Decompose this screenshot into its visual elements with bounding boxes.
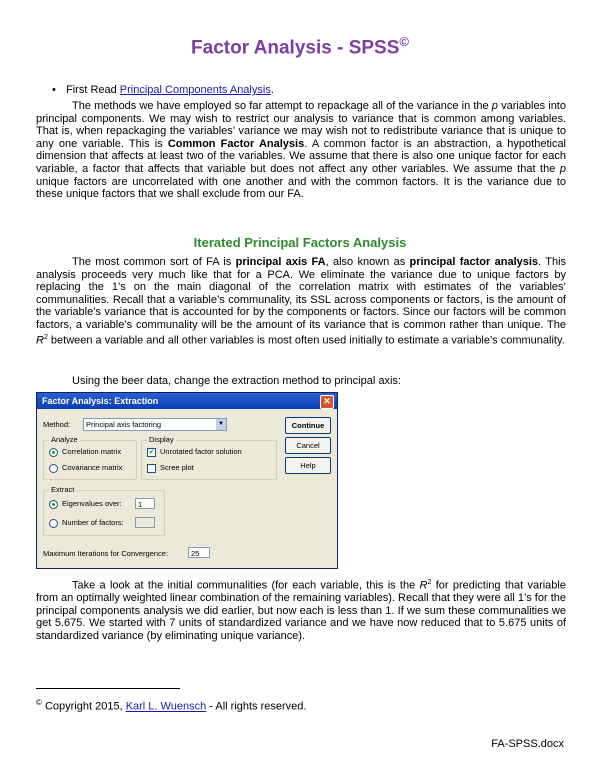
radio-icon[interactable] — [49, 464, 58, 473]
method-select[interactable] — [83, 418, 227, 431]
copyright-mark: © — [399, 34, 409, 49]
bullet-item — [52, 84, 274, 96]
help-button[interactable]: Help — [285, 457, 331, 474]
max-iterations-input[interactable]: 25 — [188, 547, 210, 558]
close-icon[interactable]: ✕ — [320, 395, 334, 409]
radio-icon[interactable] — [49, 519, 58, 528]
footnote-divider — [36, 688, 180, 689]
method-label: Method: — [43, 420, 71, 429]
chevron-down-icon[interactable]: ▼ — [216, 419, 226, 430]
eigenvalues-radio[interactable]: Eigenvalues over: — [49, 499, 122, 509]
checkbox-icon[interactable] — [147, 464, 156, 473]
document-filename: FA-SPSS.docx — [491, 738, 564, 750]
analyze-group — [43, 435, 137, 480]
dialog-titlebar — [37, 393, 337, 409]
display-group — [141, 435, 277, 480]
extraction-dialog — [36, 392, 338, 569]
method-value: Principal axis factoring — [86, 420, 162, 429]
paragraph-principal-axis: The most common sort of FA is principal axis FA, also known as principal factor analysis. This analysis proceeds very much like that for a PCA. We eliminate the variance due to unique factors by replacing the 1’s on the main diagonal of the correlation matrix with estimates of the variables’ communalities. Recall that a variable’s communality, its SSL across components or factors, is the amount of the variable’s variance that is accounted for by the components or factors. Since our factors will be common factors, a variable’s communality will be the amount of its variance that is common rather than unique. The $R^2$ between a variable and all other variables is most often used initially to estimate a variable’s communality. — [36, 256, 567, 347]
covariance-matrix-radio[interactable]: Covariance matrix — [49, 463, 122, 473]
display-label: Display — [149, 435, 174, 444]
checkbox-checked-icon[interactable]: ✔ — [148, 448, 155, 456]
radio-selected-icon[interactable] — [49, 500, 58, 509]
analyze-label: Analyze — [51, 435, 78, 444]
pca-link[interactable]: Principal Components Analysis — [119, 84, 271, 96]
paragraph-beer-data: Using the beer data, change the extraction method to principal axis: — [72, 375, 401, 387]
number-of-factors-input[interactable] — [135, 517, 155, 528]
extract-group — [43, 485, 165, 536]
section-heading: Iterated Principal Factors Analysis — [193, 235, 407, 250]
bullet-text: First Read — [66, 84, 120, 96]
unrotated-solution-checkbox[interactable]: ✔ Unrotated factor solution — [148, 447, 242, 456]
eigenvalue-input[interactable]: 1 — [135, 498, 155, 509]
extract-label: Extract — [51, 485, 75, 494]
correlation-matrix-radio[interactable]: Correlation matrix — [49, 447, 121, 457]
footnote: © Copyright 2015, Karl L. Wuensch - All rights reserved. — [36, 698, 307, 713]
cancel-button[interactable]: Cancel — [285, 437, 331, 454]
paragraph-communalities: Take a look at the initial communalities (for each variable, this is the $R^2$ for predicting that variable from an optimally weighted linear combination of the remaining variables). Recall that they were all 1’s for the principal components analysis we did earlier, but now each is less than 1. If we sum these communalities we get 5.675. We started with 7 units of standardized variance and we have now reduced that to 5.675 units of standardized variance (by eliminating unique variance). — [36, 579, 566, 643]
bullet-suffix: . — [270, 84, 274, 96]
continue-button[interactable]: Continue — [285, 417, 331, 434]
author-link[interactable]: Karl L. Wuensch — [125, 700, 207, 713]
paragraph-intro: The methods we have employed so far attempt to repackage all of the variance in the p variables into principal components. We may wish to restrict our analysis to variance that is common among variables. That is, when repackaging the variables’ variance we may wish not to redistribute variance that is unique to any one variable. This is Common Factor Analysis. A common factor is an abstraction, a hypothetical dimension that affects at least two of the variables. We assume that there is also one unique factor for each variable, a factor that affects that variable but does not affect any other variables. We assume that the p unique factors are uncorrelated with one another and with the common factors. It is the variance due to these unique factors that we shall exclude from our FA. — [36, 100, 567, 201]
scree-plot-checkbox[interactable]: Scree plot — [147, 463, 194, 473]
max-iterations-label: Maximum Iterations for Convergence: — [43, 549, 169, 558]
dialog-title: Factor Analysis: Extraction — [42, 396, 159, 406]
page-title: Factor Analysis - SPSS© — [191, 34, 409, 59]
number-of-factors-radio[interactable]: Number of factors: — [49, 518, 124, 528]
radio-selected-icon[interactable] — [49, 448, 58, 457]
bullet-dot: • — [52, 84, 56, 96]
